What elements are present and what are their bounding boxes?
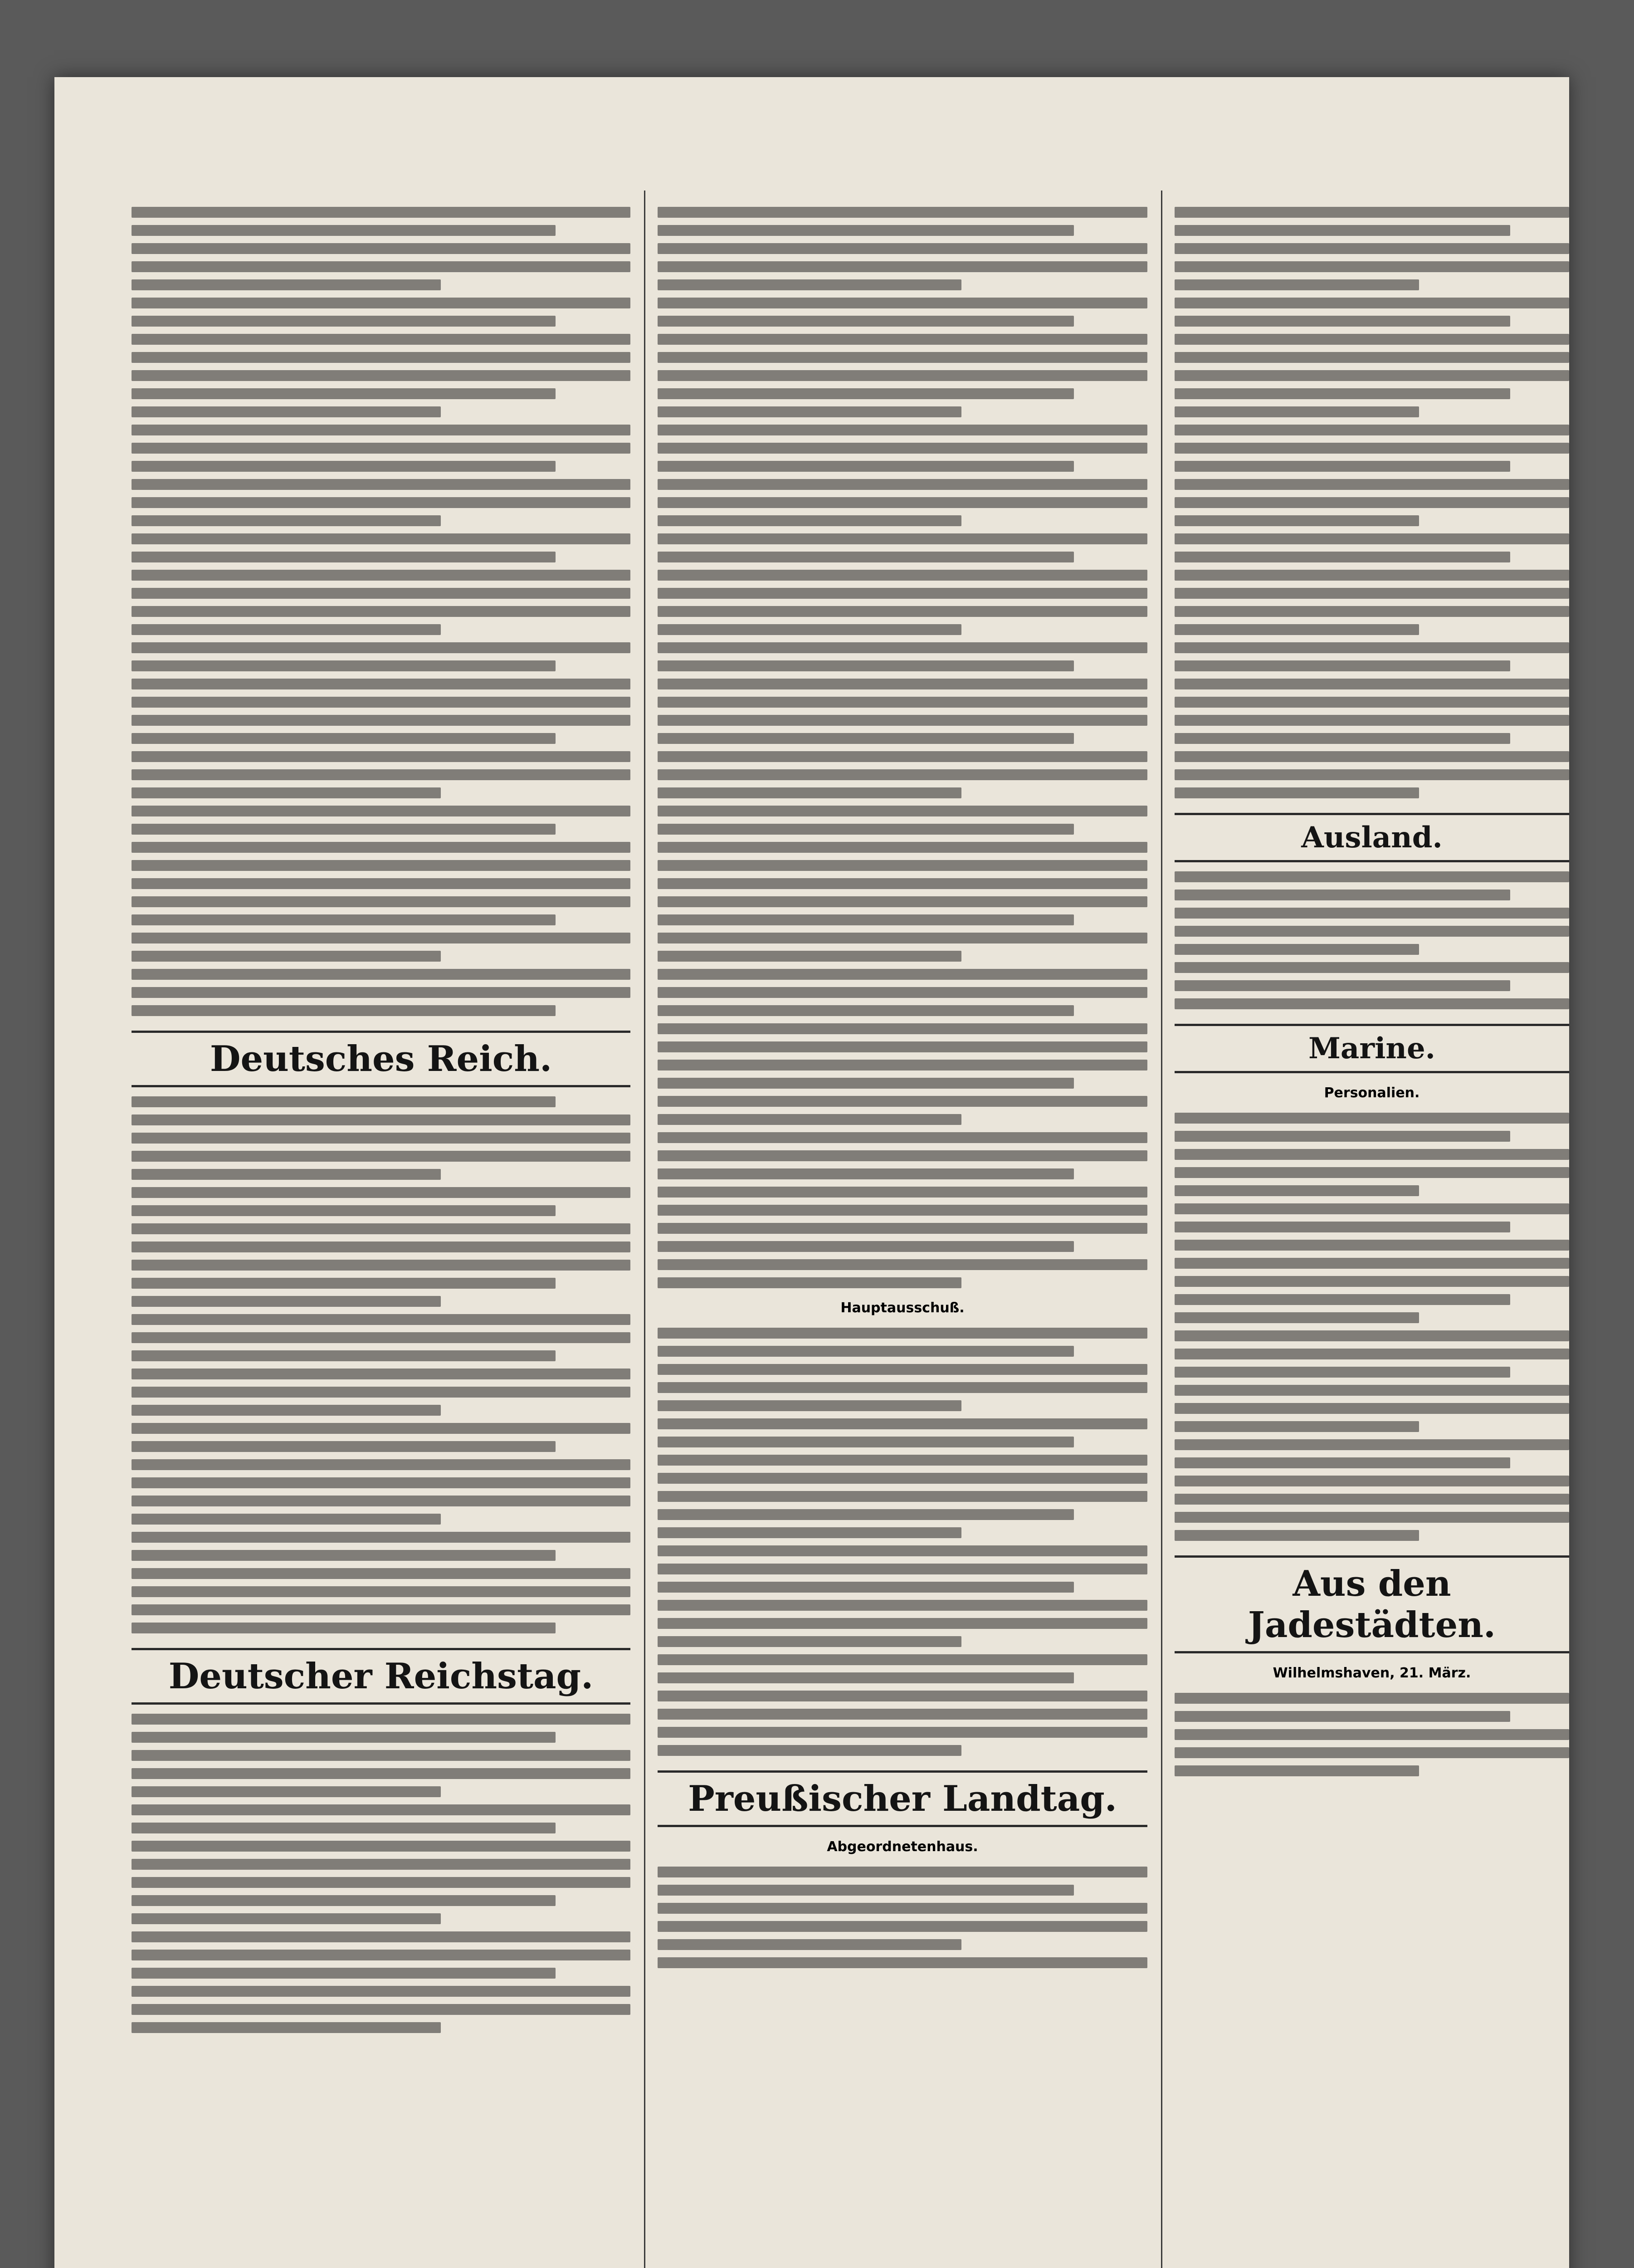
text-block — [1175, 207, 1569, 798]
text-block — [658, 207, 1147, 1288]
text-block — [1175, 871, 1569, 1009]
column-rule — [1161, 191, 1162, 2268]
text-block — [1175, 1693, 1569, 1776]
heading-marine: Marine. — [1175, 1024, 1569, 1073]
subhead-wilhelmshaven-date: Wilhelmshaven, 21. März. — [1273, 1665, 1471, 1681]
heading-aus-den-jadestaedten: Aus den Jadestädten. — [1175, 1555, 1569, 1653]
text-block — [132, 1096, 630, 1633]
subhead-abgeordnetenhaus: Abgeordnetenhaus. — [827, 1839, 978, 1855]
heading-preussischer-landtag: Preußischer Landtag. — [658, 1770, 1147, 1827]
column-rule — [644, 191, 645, 2268]
text-block — [658, 1867, 1147, 1968]
text-block — [132, 207, 630, 1016]
heading-ausland: Ausland. — [1175, 813, 1569, 862]
text-block — [658, 1328, 1147, 1756]
text-block — [1175, 1113, 1569, 1541]
subhead-hauptausschuss: Hauptausschuß. — [840, 1300, 965, 1316]
subhead-personalien: Personalien. — [1324, 1085, 1420, 1101]
heading-deutscher-reichstag: Deutscher Reichstag. — [132, 1648, 630, 1705]
heading-deutsches-reich: Deutsches Reich. — [132, 1031, 630, 1087]
column-1 — [132, 200, 630, 2268]
newspaper-page — [54, 77, 1569, 2268]
text-block — [132, 1714, 630, 2033]
column-2 — [658, 200, 1147, 2268]
column-3 — [1175, 200, 1569, 2268]
